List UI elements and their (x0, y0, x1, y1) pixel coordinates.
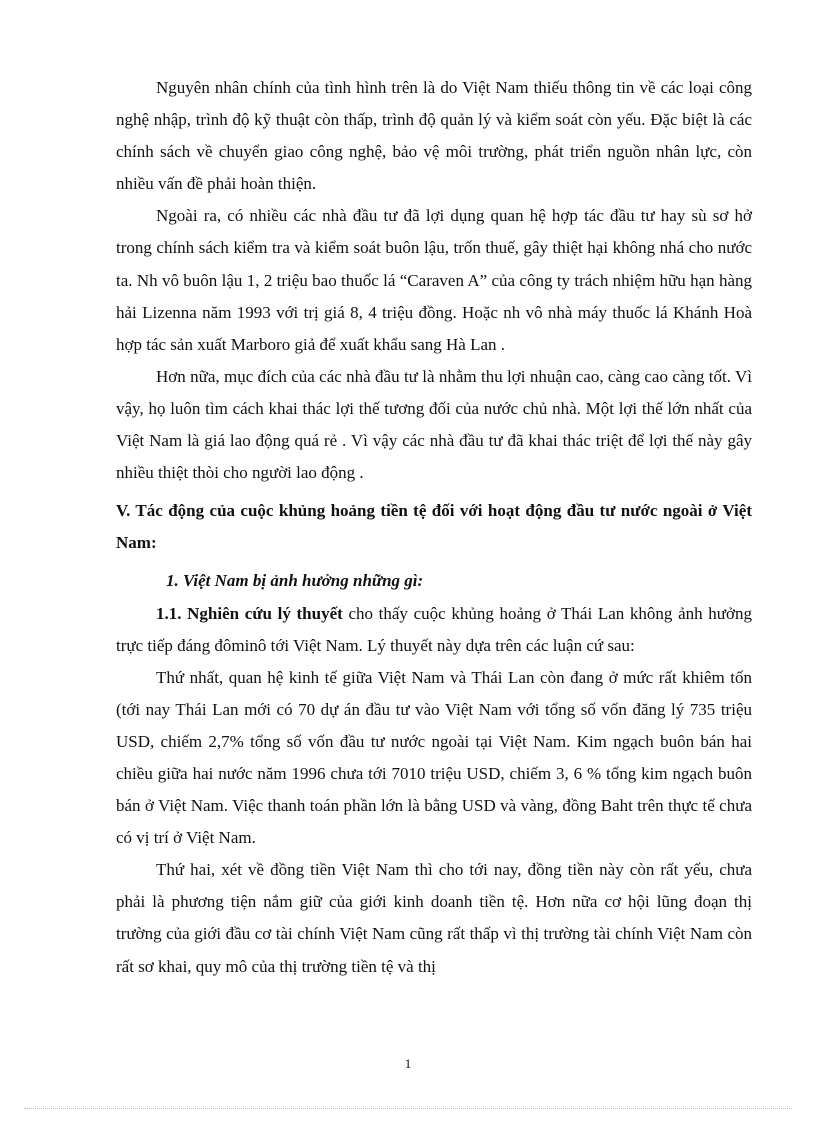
paragraph-first-reason: Thứ nhất, quan hệ kinh tế giữa Việt Nam và Thái Lan còn đang ở mức rất khiêm tốn (tới nay Thái Lan mới có 70 dự án đầu tư vào Việt Nam với tổng số vốn đăng lý 735 triệu USD, chiếm 2,7% tổng số vốn đầu tư nước ngoài tại Việt Nam. Kim ngạch buôn bán hai chiều giữa hai nước năm 1996 chưa tới 7010 triệu USD, chiếm 3, 6 % tổng kim ngạch buôn bán ở Việt Nam. Việc thanh toán phần lớn là bằng USD và vàng, đồng Baht trên thực tế chưa có vị trí ở Việt Nam. (116, 667, 752, 848)
paragraph-smuggling: Ngoài ra, có nhiều các nhà đầu tư đã lợi dụng quan hệ hợp tác đầu tư hay sù sơ hở trong chính sách kiểm tra và kiểm soát buôn lậu, trốn thuế, gây thiệt hại không nhá cho nước ta. Nh vô buôn lậu 1, 2 triệu bao thuốc lá “Caraven A” của công ty trách nhiệm hữu hạn hàng hải Lizenna năm 1993 với trị giá 8, 4 triệu đồng. Hoặc nh vô nhà máy thuốc lá Khánh Hoà hợp tác sản xuất Marboro giả để xuất khẩu sang Hà Lan . (116, 206, 752, 354)
theory-lead: 1.1. Nghiên cứu lý thuyết (156, 603, 343, 623)
subsection-heading: 1. Việt Nam bị ảnh hưởng những gì: (166, 571, 424, 591)
section-heading: V. Tác động của cuộc khủng hoảng tiền tệ đối với hoạt động đầu tư nước ngoài ở Việt Nam: (116, 501, 752, 553)
paragraph-second-reason: Thứ hai, xét về đồng tiền Việt Nam thì cho tới nay, đồng tiền này còn rất yếu, chưa phải là phương tiện nắm giữ của giới kinh doanh tiền tệ. Hơn nữa cơ hội lũng đoạn thị trường của giới đầu cơ tài chính Việt Nam cũng rất thấp vì thị trường tài chính Việt Nam còn rất sơ khai, quy mô của thị trường tiền tệ và thị (116, 860, 752, 976)
paragraph-profit: Hơn nữa, mục đích của các nhà đầu tư là nhằm thu lợi nhuận cao, càng cao càng tốt. Vì vậy, họ luôn tìm cách khai thác lợi thế tương đối của nước chủ nhà. Một lợi thế lớn nhất của Việt Nam là giá lao động quá rẻ . Vì vậy các nhà đầu tư đã khai thác triệt để lợi thế này gây nhiều thiệt thòi cho người lao động . (116, 366, 752, 483)
footer-divider (24, 1108, 792, 1109)
paragraph-causes: Nguyên nhân chính của tình hình trên là do Việt Nam thiếu thông tin về các loại công nghệ nhập, trình độ kỹ thuật còn thấp, trình độ quản lý và kiểm soát còn yếu. Đặc biệt là các chính sách về chuyển giao công nghệ, bảo vệ môi trường, phát triển nguồn nhân lực, còn nhiều vấn đề phải hoàn thiện. (116, 78, 752, 194)
paragraph-theory (116, 598, 752, 662)
page-number: 1 (404, 1056, 412, 1071)
body-text (116, 72, 752, 983)
theory-text: cho thấy cuộc khủng hoảng ở Thái Lan không ảnh hưởng trực tiếp đáng đôminô tới Việt Nam. Lý thuyết này dựa trên các luận cứ sau: (116, 603, 753, 655)
